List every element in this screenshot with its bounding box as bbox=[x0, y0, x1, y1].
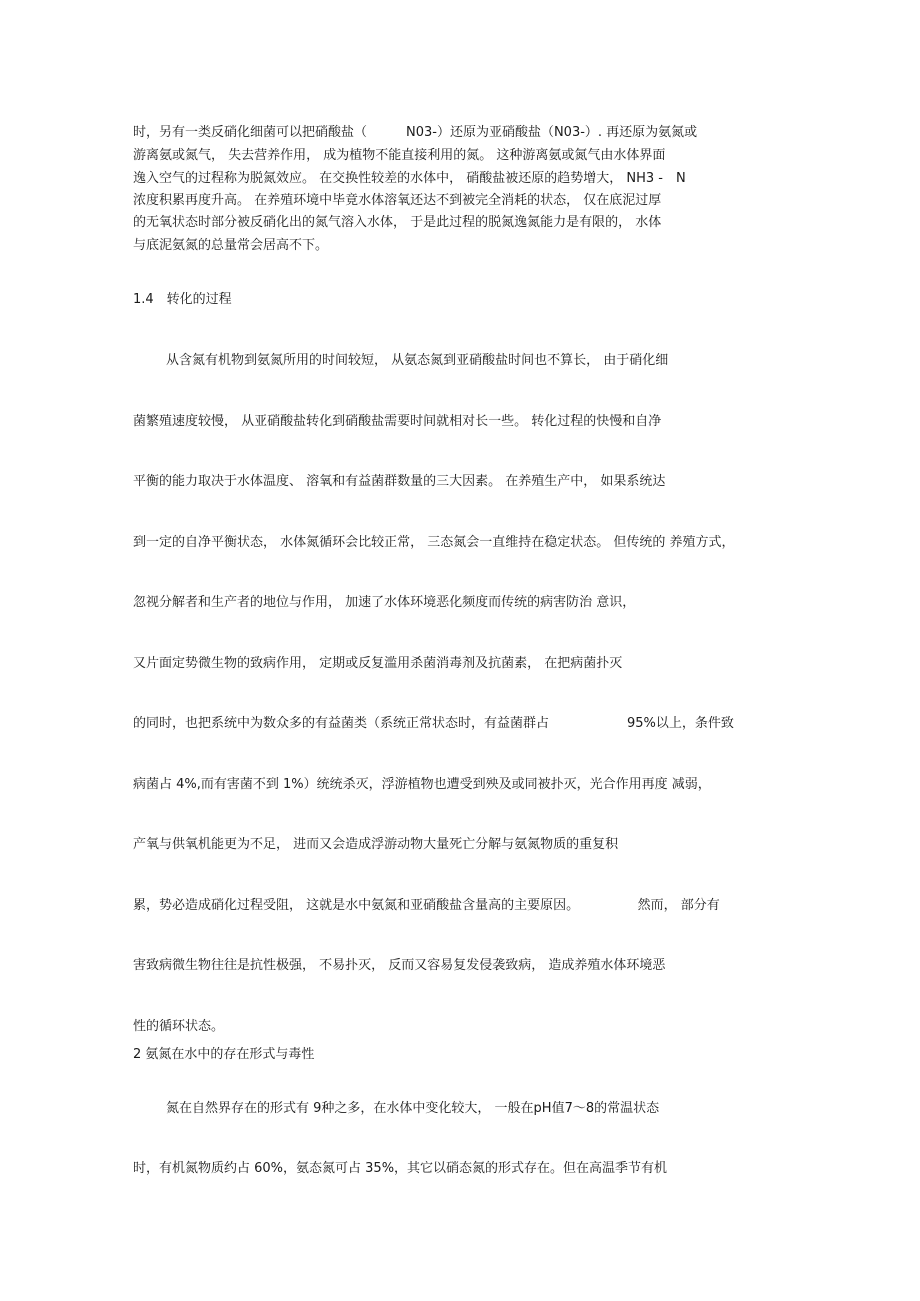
section-1-4-line-2: 菌繁殖速度较慢， 从亚硝酸盐转化到硝酸盐需要时间就相对长一些。 转化过程的快慢和自净 bbox=[133, 414, 662, 429]
section-2-line-1: 氮在自然界存在的形式有 9种之多，在水体中变化较大， 一般在pH值7～8的常温状态 bbox=[166, 1101, 660, 1116]
intro-line-4: 浓度积累再度升高。 在养殖环境中毕竟水体溶氧还达不到被完全消耗的状态， 仅在底泥过厚 bbox=[133, 193, 662, 208]
section-1-4-line-1: 从含氮有机物到氨氮所用的时间较短， 从氨态氮到亚硝酸盐时间也不算长， 由于硝化细 bbox=[166, 353, 669, 368]
section-1-4-line-4: 到一定的自净平衡状态， 水体氮循环会比较正常， 三态氮会一直维持在稳定状态。 但传统的 养殖方式， bbox=[133, 535, 735, 550]
intro-line-2: 游离氨或氮气， 失去营养作用， 成为植物不能直接利用的氮。 这种游离氨或氮气由水体界面 bbox=[133, 148, 666, 163]
section-1-4-line-3: 平衡的能力取决于水体温度、 溶氧和有益菌群数量的三大因素。 在养殖生产中， 如果系统达 bbox=[133, 474, 666, 489]
section-1-4-line-12: 性的循环状态。 bbox=[133, 1019, 225, 1034]
section-1-4-heading: 1.4 转化的过程 bbox=[133, 292, 232, 307]
intro-line-1: 时，另有一类反硝化细菌可以把硝酸盐（ N03-）还原为亚硝酸盐（N03-）. 再还原为氨氮或 bbox=[133, 125, 698, 140]
section-1-4-line-10: 累，势必造成硝化过程受阻， 这就是水中氨氮和亚硝酸盐含量高的主要原因。 然而， 部分有 bbox=[133, 898, 720, 913]
section-2-line-2: 时，有机氮物质约占 60%，氨态氮可占 35%，其它以硝态氮的形式存在。但在高温季节有机 bbox=[133, 1161, 668, 1176]
section-1-4-line-7: 的同时，也把系统中为数众多的有益菌类（系统正常状态时，有益菌群占 95%以上，条件致 bbox=[133, 716, 734, 731]
intro-line-3: 逸入空气的过程称为脱氮效应。 在交换性较差的水体中， 硝酸盐被还原的趋势增大， NH3 - N bbox=[133, 171, 686, 186]
section-1-4-line-11: 害致病微生物往往是抗性极强， 不易扑灭， 反而又容易复发侵袭致病， 造成养殖水体环境恶 bbox=[133, 958, 666, 973]
section-1-4-line-6: 又片面定势微生物的致病作用， 定期或反复滥用杀菌消毒剂及抗菌素， 在把病菌扑灭 bbox=[133, 656, 623, 671]
intro-line-6: 与底泥氨氮的总量常会居高不下。 bbox=[133, 238, 329, 253]
section-2-heading: 2 氨氮在水中的存在形式与毒性 bbox=[133, 1047, 315, 1062]
intro-line-5: 的无氧状态时部分被反硝化出的氮气溶入水体， 于是此过程的脱氮逸氮能力是有限的， 水体 bbox=[133, 215, 662, 230]
section-1-4-line-8: 病菌占 4%,而有害菌不到 1%）统统杀灭，浮游植物也遭受到殃及或同被扑灭，光合作用再度 减弱， bbox=[133, 777, 711, 792]
section-1-4-line-5: 忽视分解者和生产者的地位与作用， 加速了水体环境恶化频度而传统的病害防治 意识， bbox=[133, 595, 636, 610]
section-1-4-line-9: 产氧与供氧机能更为不足， 进而又会造成浮游动物大量死亡分解与氨氮物质的重复积 bbox=[133, 837, 619, 852]
